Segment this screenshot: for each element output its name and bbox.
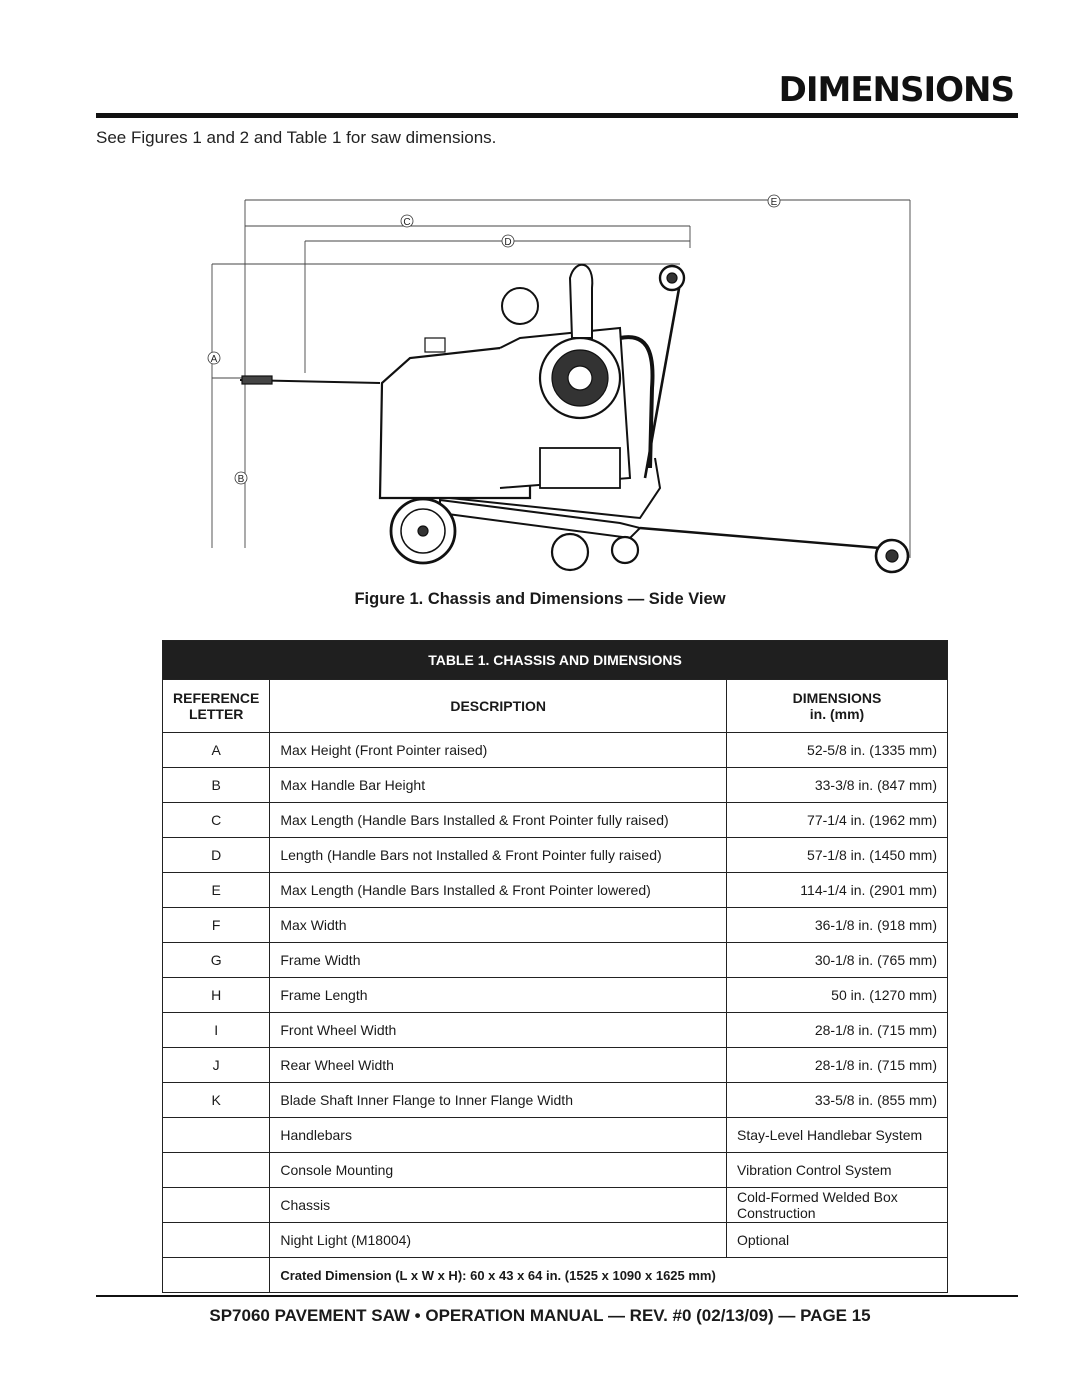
dimensions-table — [162, 640, 948, 1293]
feature-row — [163, 1223, 948, 1258]
row-dimension: 36-1/8 in. (918 mm) — [727, 908, 948, 943]
crated-row — [163, 1258, 948, 1293]
callout-e: E — [770, 197, 778, 208]
table-row — [163, 768, 948, 803]
row-description: Max Length (Handle Bars Installed & Front Pointer fully raised) — [270, 803, 727, 838]
feature-name: Chassis — [270, 1188, 727, 1223]
row-description: Blade Shaft Inner Flange to Inner Flange Width — [270, 1083, 727, 1118]
intro-text: See Figures 1 and 2 and Table 1 for saw dimensions. — [96, 128, 497, 147]
table-row — [163, 838, 948, 873]
feature-value: Stay-Level Handlebar System — [727, 1118, 948, 1153]
row-ref: F — [163, 908, 270, 943]
row-dimension: 33-5/8 in. (855 mm) — [727, 1083, 948, 1118]
title-rule — [96, 113, 1018, 118]
dimension-rows — [163, 733, 948, 1118]
header-description: DESCRIPTION — [270, 680, 727, 733]
page-footer: SP7060 PAVEMENT SAW • OPERATION MANUAL — REV. #0 (02/13/09) — PAGE 15 — [209, 1306, 871, 1325]
row-ref: B — [163, 768, 270, 803]
feature-row — [163, 1118, 948, 1153]
feature-name: Night Light (M18004) — [270, 1223, 727, 1258]
page-title: DIMENSIONS — [778, 70, 1014, 110]
table-row — [163, 1048, 948, 1083]
feature-value: Cold-Formed Welded Box Construction — [727, 1188, 948, 1223]
row-ref: E — [163, 873, 270, 908]
feature-value: Vibration Control System — [727, 1153, 948, 1188]
row-description: Max Width — [270, 908, 727, 943]
table-row — [163, 1013, 948, 1048]
row-ref: C — [163, 803, 270, 838]
feature-value: Optional — [727, 1223, 948, 1258]
feature-ref — [163, 1223, 270, 1258]
table-row — [163, 943, 948, 978]
table-row — [163, 803, 948, 838]
row-dimension: 57-1/8 in. (1450 mm) — [727, 838, 948, 873]
row-dimension: 52-5/8 in. (1335 mm) — [727, 733, 948, 768]
callout-d: D — [504, 237, 512, 248]
footer-rule — [96, 1295, 1018, 1297]
row-dimension: 50 in. (1270 mm) — [727, 978, 948, 1013]
row-ref: H — [163, 978, 270, 1013]
row-ref: J — [163, 1048, 270, 1083]
row-description: Front Wheel Width — [270, 1013, 727, 1048]
feature-ref — [163, 1188, 270, 1223]
callout-b: B — [237, 474, 245, 485]
saw-side-view-figure — [200, 188, 920, 588]
feature-row — [163, 1188, 948, 1223]
row-description: Max Length (Handle Bars Installed & Front Pointer lowered) — [270, 873, 727, 908]
figure-caption: Figure 1. Chassis and Dimensions — Side View — [354, 590, 726, 608]
feature-name: Console Mounting — [270, 1153, 727, 1188]
row-ref: G — [163, 943, 270, 978]
row-description: Max Height (Front Pointer raised) — [270, 733, 727, 768]
row-dimension: 77-1/4 in. (1962 mm) — [727, 803, 948, 838]
table-title-row — [163, 641, 948, 680]
table-row — [163, 908, 948, 943]
row-description: Frame Width — [270, 943, 727, 978]
column-header-row — [163, 680, 948, 733]
callout-c: C — [403, 217, 411, 228]
feature-name: Handlebars — [270, 1118, 727, 1153]
crated-ref-cell — [163, 1258, 270, 1293]
crated-dimension: Crated Dimension (L x W x H): 60 x 43 x 64 in. (1525 x 1090 x 1625 mm) — [270, 1258, 948, 1293]
row-description: Rear Wheel Width — [270, 1048, 727, 1083]
row-description: Frame Length — [270, 978, 727, 1013]
header-dimensions-line2: in. (mm) — [809, 706, 865, 722]
row-dimension: 33-3/8 in. (847 mm) — [727, 768, 948, 803]
table-row — [163, 733, 948, 768]
row-ref: A — [163, 733, 270, 768]
row-dimension: 28-1/8 in. (715 mm) — [727, 1048, 948, 1083]
feature-ref — [163, 1153, 270, 1188]
table-row — [163, 978, 948, 1013]
saw-machine — [237, 265, 880, 548]
header-reference-line2: LETTER — [188, 706, 244, 722]
row-dimension: 114-1/4 in. (2901 mm) — [727, 873, 948, 908]
header-reference-line1: REFERENCE — [173, 690, 260, 706]
feature-rows — [163, 1118, 948, 1258]
row-dimension: 30-1/8 in. (765 mm) — [727, 943, 948, 978]
row-dimension: 28-1/8 in. (715 mm) — [727, 1013, 948, 1048]
feature-row — [163, 1153, 948, 1188]
table-row — [163, 873, 948, 908]
callout-a: A — [210, 354, 218, 365]
feature-ref — [163, 1118, 270, 1153]
table-row — [163, 1083, 948, 1118]
table-title: TABLE 1. CHASSIS AND DIMENSIONS — [163, 641, 948, 680]
header-reference — [163, 680, 270, 733]
row-description: Max Handle Bar Height — [270, 768, 727, 803]
row-ref: D — [163, 838, 270, 873]
row-ref: I — [163, 1013, 270, 1048]
header-dimensions-line1: DIMENSIONS — [792, 690, 882, 706]
row-description: Length (Handle Bars not Installed & Front Pointer fully raised) — [270, 838, 727, 873]
row-ref: K — [163, 1083, 270, 1118]
header-dimensions — [727, 680, 948, 733]
